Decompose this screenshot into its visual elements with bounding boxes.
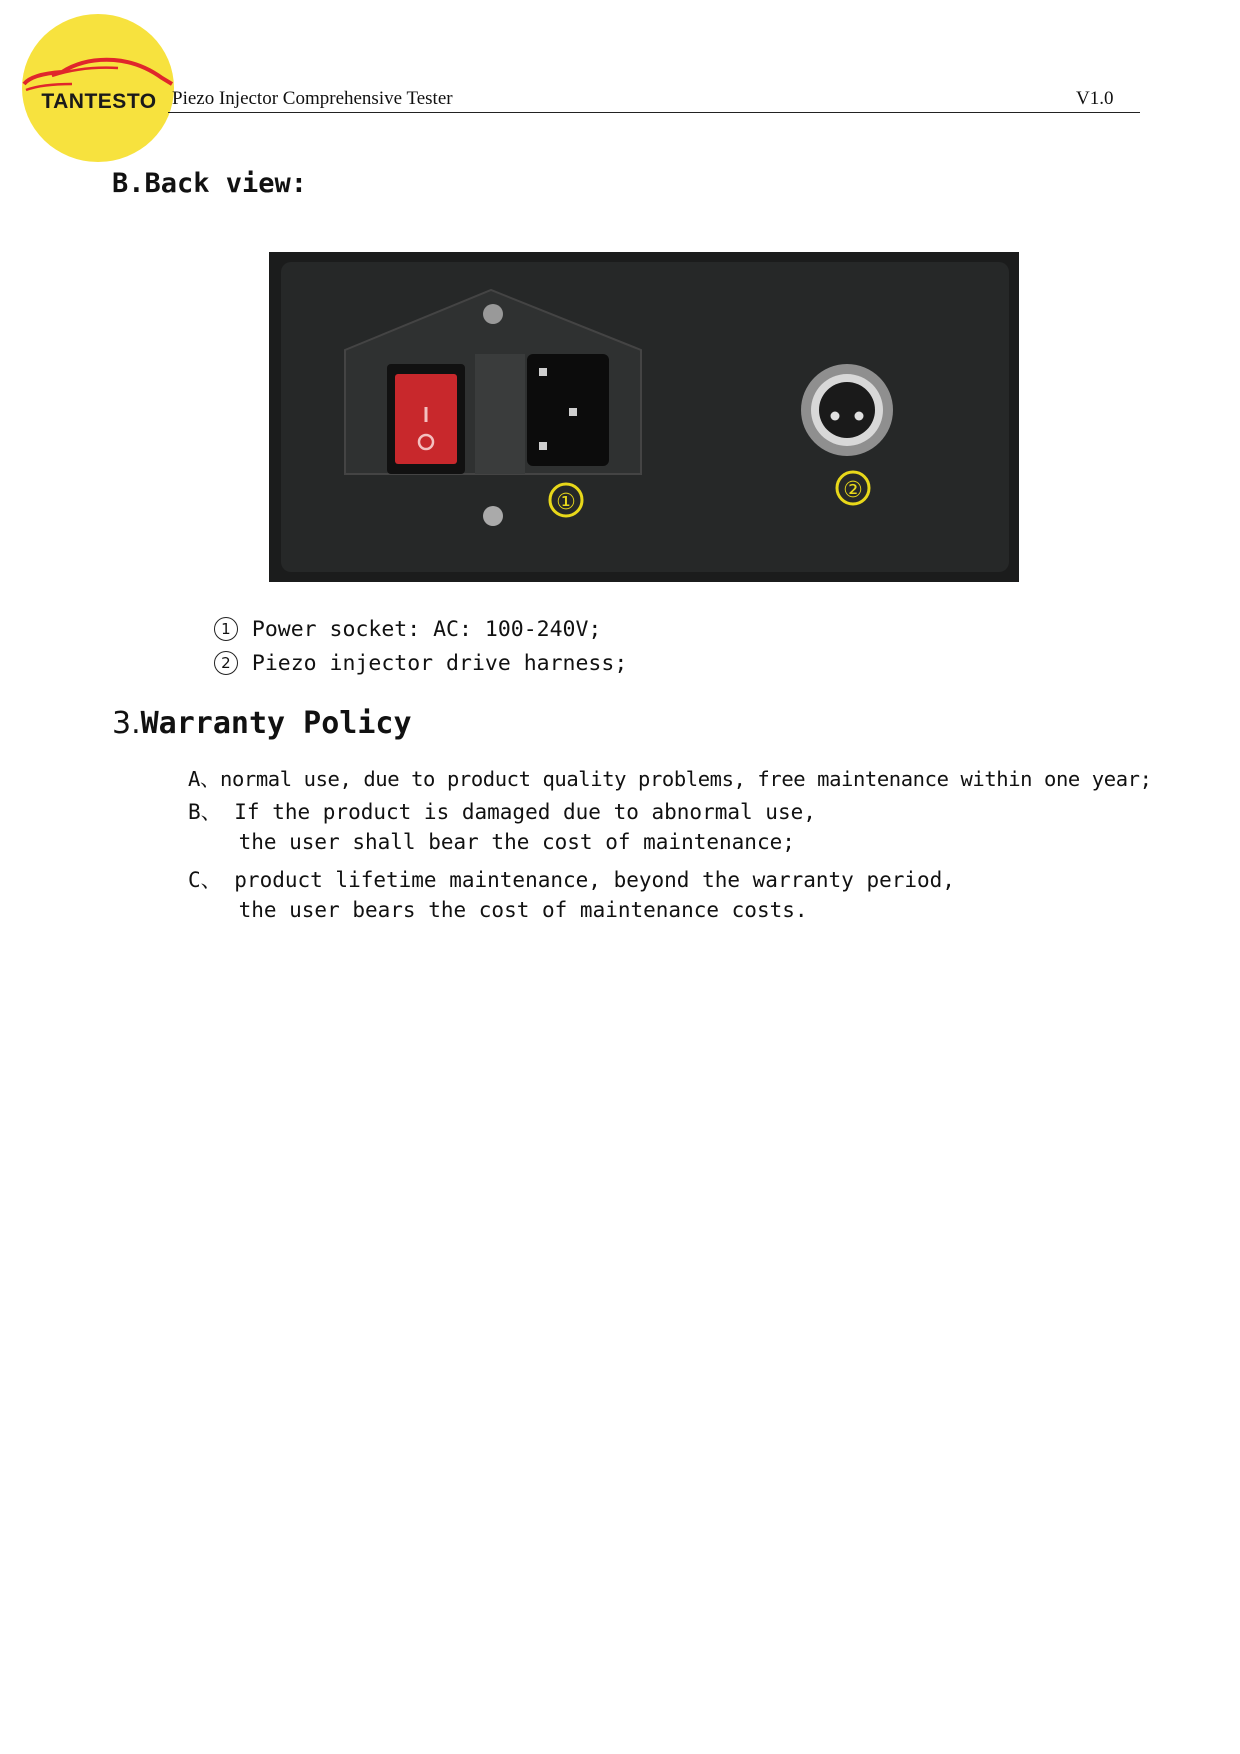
fuse-holder	[475, 354, 525, 474]
header-divider	[168, 112, 1140, 113]
warranty-line-c-cont: the user bears the cost of maintenance costs.	[188, 898, 808, 922]
list-item-drive-harness	[188, 626, 627, 676]
list-marker-1: 1	[214, 617, 238, 641]
list-item-text: Piezo injector drive harness;	[251, 651, 628, 676]
warranty-line-a: A、normal use, due to product quality problems, free maintenance within one year;	[188, 767, 1152, 791]
photo-label-2: ②	[843, 478, 863, 503]
brand-logo	[22, 14, 174, 162]
car-silhouette-icon	[22, 14, 174, 162]
photo-label-1: ①	[556, 490, 576, 515]
section-title: Warranty Policy	[140, 706, 412, 741]
section-number: 3.	[112, 706, 141, 741]
section-heading-back-view: B.Back view:	[112, 168, 308, 199]
back-panel-photo	[269, 252, 1019, 582]
bottom-screw-icon	[483, 506, 503, 526]
aviation-connector-icon	[801, 364, 893, 456]
iec-power-inlet-icon	[527, 354, 609, 466]
warranty-line-b-cont: the user shall bear the cost of maintenance;	[188, 830, 795, 854]
power-switch-icon	[387, 364, 465, 474]
list-item-text: Power socket: AC: 100-240V;	[251, 617, 602, 642]
logo-wordmark: TANTESTO	[41, 90, 157, 113]
document-title: Piezo Injector Comprehensive Tester	[172, 88, 453, 109]
section-heading-warranty	[112, 706, 412, 741]
warranty-line-b: B、 If the product is damaged due to abnormal use,	[188, 800, 816, 824]
top-screw-icon	[483, 304, 503, 324]
list-marker-2: 2	[214, 651, 238, 675]
warranty-line-c: C、 product lifetime maintenance, beyond the warranty period,	[188, 868, 955, 892]
document-version: V1.0	[1076, 88, 1114, 109]
